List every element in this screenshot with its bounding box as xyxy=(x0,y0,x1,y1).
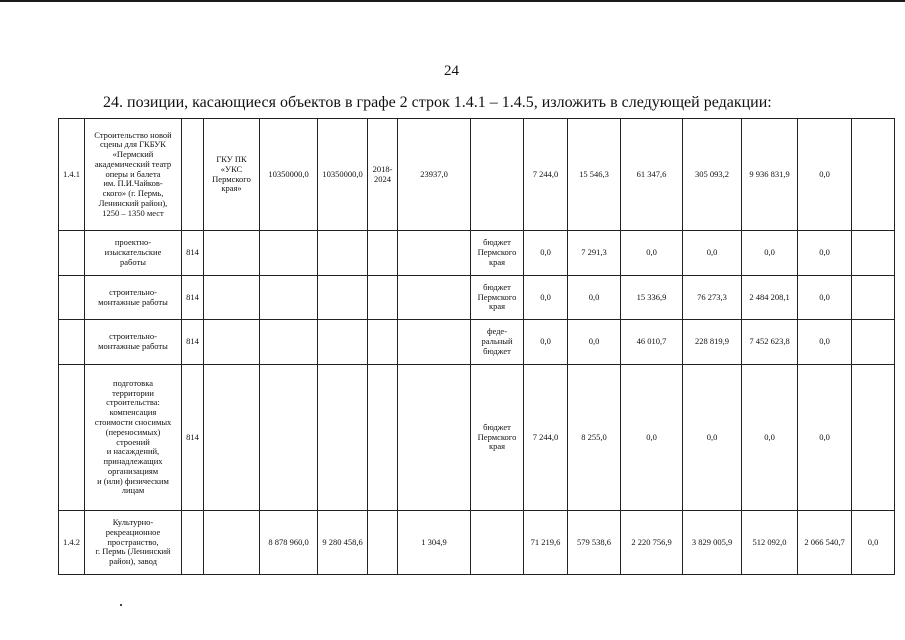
year-value: 71 219,6 xyxy=(524,511,568,575)
page-number: 24 xyxy=(444,63,459,79)
year-value: 512 092,0 xyxy=(742,511,798,575)
year-value: 61 347,6 xyxy=(621,119,683,231)
year-value: 8 255,0 xyxy=(568,365,621,511)
funding-source: бюджет Пермского края xyxy=(471,276,524,320)
year-value: 0,0 xyxy=(742,365,798,511)
table-row xyxy=(59,276,895,320)
year-value: 7 291,3 xyxy=(568,231,621,276)
year-value: 228 819,9 xyxy=(683,320,742,365)
table-row xyxy=(59,365,895,511)
year-value: 2 220 756,9 xyxy=(621,511,683,575)
row-number xyxy=(59,276,85,320)
budget-code: 814 xyxy=(182,276,204,320)
current-cost xyxy=(318,365,368,511)
prior-spending: 1 304,9 xyxy=(398,511,471,575)
current-cost: 10350000,0 xyxy=(318,119,368,231)
customer xyxy=(204,231,260,276)
year-value xyxy=(852,276,895,320)
year-value: 0,0 xyxy=(621,365,683,511)
estimated-cost: 10350000,0 xyxy=(260,119,318,231)
table-row xyxy=(59,320,895,365)
year-value: 76 273,3 xyxy=(683,276,742,320)
year-value: 0,0 xyxy=(798,365,852,511)
estimated-cost xyxy=(260,320,318,365)
year-value: 0,0 xyxy=(568,276,621,320)
customer xyxy=(204,511,260,575)
year-value: 0,0 xyxy=(798,320,852,365)
row-number xyxy=(59,320,85,365)
table-row xyxy=(59,511,895,575)
year-value xyxy=(852,119,895,231)
estimated-cost xyxy=(260,365,318,511)
work-type: проектно- изыскательские работы xyxy=(85,231,182,276)
year-value: 0,0 xyxy=(683,365,742,511)
period xyxy=(368,231,398,276)
year-value: 305 093,2 xyxy=(683,119,742,231)
year-value: 0,0 xyxy=(798,276,852,320)
year-value: 0,0 xyxy=(524,231,568,276)
funding-source xyxy=(471,119,524,231)
year-value: 7 452 623,8 xyxy=(742,320,798,365)
work-type: строительно- монтажные работы xyxy=(85,320,182,365)
year-value: 0,0 xyxy=(683,231,742,276)
year-value: 0,0 xyxy=(524,320,568,365)
budget-code: 814 xyxy=(182,231,204,276)
funding-source: феде- ральный бюджет xyxy=(471,320,524,365)
year-value: 0,0 xyxy=(524,276,568,320)
year-value: 2 066 540,7 xyxy=(798,511,852,575)
budget-code xyxy=(182,511,204,575)
current-cost xyxy=(318,320,368,365)
current-cost xyxy=(318,231,368,276)
year-value: 0,0 xyxy=(852,511,895,575)
row-number: 1.4.2 xyxy=(59,511,85,575)
estimated-cost xyxy=(260,276,318,320)
funding-source: бюджет Пермского края xyxy=(471,365,524,511)
prior-spending xyxy=(398,231,471,276)
object-name: Культурно- рекреационное пространство, г. Пермь (Ленинский район), завод xyxy=(85,511,182,575)
year-value: 0,0 xyxy=(742,231,798,276)
work-type: подготовка территории строительства: компенсация стоимости сносимых (переносимых) строений и насаждений, принадлежащих организациям и (или) физическим лицам xyxy=(85,365,182,511)
prior-spending xyxy=(398,276,471,320)
customer xyxy=(204,365,260,511)
year-value xyxy=(852,365,895,511)
estimated-cost xyxy=(260,231,318,276)
year-value: 0,0 xyxy=(798,231,852,276)
period xyxy=(368,365,398,511)
current-cost xyxy=(318,276,368,320)
budget-code xyxy=(182,119,204,231)
scan-edge xyxy=(0,0,905,2)
row-number xyxy=(59,231,85,276)
budget-code: 814 xyxy=(182,365,204,511)
customer xyxy=(204,320,260,365)
period xyxy=(368,320,398,365)
customer: ГКУ ПК «УКС Пермского края» xyxy=(204,119,260,231)
year-value: 2 484 208,1 xyxy=(742,276,798,320)
year-value: 15 546,3 xyxy=(568,119,621,231)
year-value: 9 936 831,9 xyxy=(742,119,798,231)
customer xyxy=(204,276,260,320)
year-value: 0,0 xyxy=(621,231,683,276)
table-row xyxy=(59,231,895,276)
year-value: 0,0 xyxy=(798,119,852,231)
year-value: 0,0 xyxy=(568,320,621,365)
period xyxy=(368,511,398,575)
object-name: Строительство новой сцены для ГКБУК «Пермский академический театр оперы и балета им. П.И.Чайков- ского» (г. Пермь, Ленинский район), 1250 – 1350 мест xyxy=(85,119,182,231)
year-value: 3 829 005,9 xyxy=(683,511,742,575)
period xyxy=(368,276,398,320)
prior-spending: 23937,0 xyxy=(398,119,471,231)
budget-code: 814 xyxy=(182,320,204,365)
funding-source: бюджет Пермского края xyxy=(471,231,524,276)
year-value: 7 244,0 xyxy=(524,365,568,511)
amendment-heading: 24. позиции, касающиеся объектов в графе 2 строк 1.4.1 – 1.4.5, изложить в следующей редакции: xyxy=(103,94,772,111)
work-type: строительно- монтажные работы xyxy=(85,276,182,320)
year-value xyxy=(852,320,895,365)
row-number: 1.4.1 xyxy=(59,119,85,231)
prior-spending xyxy=(398,365,471,511)
year-value: 579 538,6 xyxy=(568,511,621,575)
year-value: 7 244,0 xyxy=(524,119,568,231)
table-row xyxy=(59,119,895,231)
investment-table xyxy=(58,118,895,575)
period: 2018- 2024 xyxy=(368,119,398,231)
prior-spending xyxy=(398,320,471,365)
year-value: 15 336,9 xyxy=(621,276,683,320)
funding-source xyxy=(471,511,524,575)
current-cost: 9 280 458,6 xyxy=(318,511,368,575)
row-number xyxy=(59,365,85,511)
year-value: 46 010,7 xyxy=(621,320,683,365)
year-value xyxy=(852,231,895,276)
estimated-cost: 8 878 960,0 xyxy=(260,511,318,575)
scan-speck xyxy=(120,604,122,606)
